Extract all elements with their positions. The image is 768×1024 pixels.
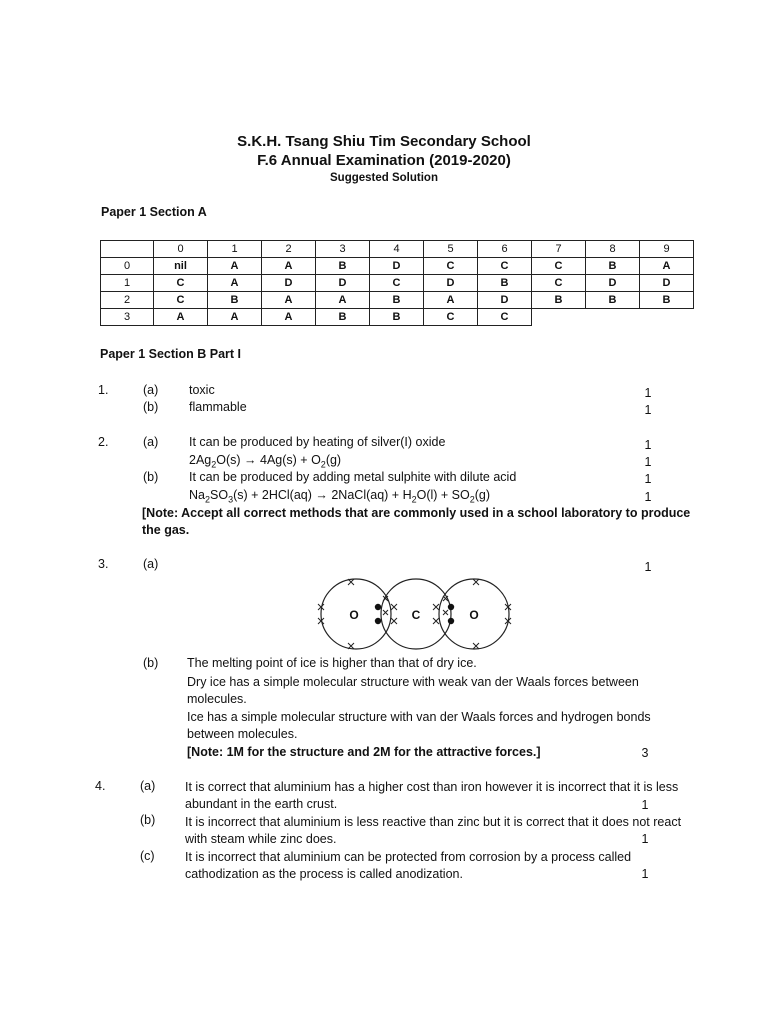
col-header: 3 xyxy=(316,241,370,258)
col-header: 4 xyxy=(370,241,424,258)
answer-cell: B xyxy=(370,292,424,309)
col-header: 2 xyxy=(262,241,316,258)
q2a-equation: $2Ag_2O(s) \to 4Ag(s) + O_2(g)$ xyxy=(189,453,342,470)
q2b-answer: It can be produced by adding metal sulphite with dilute acid xyxy=(189,470,517,484)
answer-cell: B xyxy=(586,292,640,309)
answer-cell: A xyxy=(262,309,316,326)
answer-cell: D xyxy=(640,275,694,292)
q2a-mark: 1 xyxy=(644,438,652,452)
answer-cell: A xyxy=(208,258,262,275)
q4c-answer: It is incorrect that aluminium can be protected from corrosion by a process called cathodization as the process is called anodization. xyxy=(185,850,632,881)
answer-cell: C xyxy=(370,275,424,292)
q2a-label: (a) xyxy=(143,435,159,449)
answer-cell: A xyxy=(154,309,208,326)
q3-number: 3. xyxy=(98,557,109,571)
row-header: 3 xyxy=(101,309,154,326)
answer-cell: D xyxy=(424,275,478,292)
q4b-mark: 1 xyxy=(641,832,649,846)
q3b-label: (b) xyxy=(143,656,159,670)
empty-cell xyxy=(640,309,694,326)
answer-cell: B xyxy=(208,292,262,309)
answer-cell: nil xyxy=(154,258,208,275)
school-name: S.K.H. Tsang Shiu Tim Secondary School xyxy=(237,133,531,150)
q3b-mark: 3 xyxy=(641,746,649,760)
row-header: 0 xyxy=(101,258,154,275)
table-row xyxy=(101,275,694,292)
q4c-label: (c) xyxy=(140,849,155,863)
q1a-label: (a) xyxy=(143,383,159,397)
q2b-mark: 1 xyxy=(644,472,652,486)
q1b-label: (b) xyxy=(143,400,159,414)
atom-label-c: C xyxy=(411,608,421,622)
table-row xyxy=(101,292,694,309)
col-header: 8 xyxy=(586,241,640,258)
q4-number: 4. xyxy=(95,779,106,793)
empty-cell xyxy=(532,309,586,326)
q2b-equation-mark: 1 xyxy=(644,490,652,504)
section-a-title: Paper 1 Section A xyxy=(101,205,207,219)
answer-cell: C xyxy=(532,275,586,292)
q2a-answer: It can be produced by heating of silver(I) oxide xyxy=(189,435,446,449)
q4c-mark: 1 xyxy=(641,867,649,881)
q4a-answer: It is correct that aluminium has a higher cost than iron however it is incorrect that it is less abundant in the earth crust. xyxy=(185,780,679,811)
table-header-row xyxy=(101,241,694,258)
q3b-line1: The melting point of ice is higher than that of dry ice. xyxy=(187,656,477,670)
table-row xyxy=(101,309,694,326)
answer-cell: A xyxy=(424,292,478,309)
answer-cell: B xyxy=(586,258,640,275)
q2b-equation: $Na_2SO_3(s) + 2HCl(aq)$ → 2NaCl(aq) + $H_2O(l) + SO_2(g)$ xyxy=(189,488,491,505)
answer-cell: C xyxy=(154,275,208,292)
row-header: 2 xyxy=(101,292,154,309)
q3a-mark: 1 xyxy=(644,560,652,574)
q3b-line2: Dry ice has a simple molecular structure with weak van der Waals forces between molecules. xyxy=(187,675,639,706)
answer-cell: C xyxy=(424,258,478,275)
section-b-title: Paper 1 Section B Part I xyxy=(100,347,242,361)
answer-cell: B xyxy=(316,309,370,326)
q1-number: 1. xyxy=(98,383,109,397)
co2-electron-diagram xyxy=(310,574,520,656)
atom-label-o-right: O xyxy=(469,608,479,622)
answer-cell: A xyxy=(208,275,262,292)
answer-cell: B xyxy=(370,309,424,326)
atom-label-o-left: O xyxy=(349,608,359,622)
table-corner xyxy=(101,241,154,258)
answer-cell: D xyxy=(316,275,370,292)
col-header: 5 xyxy=(424,241,478,258)
subtitle: Suggested Solution xyxy=(330,172,438,184)
q3b-line3: Ice has a simple molecular structure with van der Waals forces and hydrogen bonds between molecules. xyxy=(187,710,651,741)
answer-cell: C xyxy=(154,292,208,309)
answer-cell: B xyxy=(532,292,586,309)
empty-cell xyxy=(586,309,640,326)
col-header: 0 xyxy=(154,241,208,258)
exam-title: F.6 Annual Examination (2019-2020) xyxy=(257,152,511,169)
answer-cell: D xyxy=(370,258,424,275)
answer-cell: A xyxy=(640,258,694,275)
answer-cell: B xyxy=(478,275,532,292)
answer-cell: D xyxy=(262,275,316,292)
answer-cell: B xyxy=(316,258,370,275)
q3a-label: (a) xyxy=(143,557,159,571)
q2a-equation-mark: 1 xyxy=(644,455,652,469)
q1b-mark: 1 xyxy=(644,403,652,417)
q1b-answer: flammable xyxy=(189,400,247,414)
answer-cell: A xyxy=(262,258,316,275)
answer-cell: D xyxy=(586,275,640,292)
q4a-label: (a) xyxy=(140,779,156,793)
answer-cell: B xyxy=(640,292,694,309)
answer-cell: A xyxy=(262,292,316,309)
answer-cell: C xyxy=(478,309,532,326)
answer-cell: C xyxy=(532,258,586,275)
col-header: 7 xyxy=(532,241,586,258)
table-row xyxy=(101,258,694,275)
q4b-label: (b) xyxy=(140,813,156,827)
q2b-label: (b) xyxy=(143,470,159,484)
q2-number: 2. xyxy=(98,435,109,449)
q1a-mark: 1 xyxy=(644,386,652,400)
answer-cell: D xyxy=(478,292,532,309)
q4a-mark: 1 xyxy=(641,798,649,812)
answer-cell: C xyxy=(478,258,532,275)
col-header: 6 xyxy=(478,241,532,258)
q1a-answer: toxic xyxy=(189,383,215,397)
answer-cell: A xyxy=(316,292,370,309)
col-header: 1 xyxy=(208,241,262,258)
q4b-answer: It is incorrect that aluminium is less reactive than zinc but it is correct that it does not react with steam while zinc does. xyxy=(185,815,682,846)
answer-cell: A xyxy=(208,309,262,326)
q2-note: [Note: Accept all correct methods that are commonly used in a school laboratory to produce the gas. xyxy=(142,506,691,537)
row-header: 1 xyxy=(101,275,154,292)
col-header: 9 xyxy=(640,241,694,258)
answer-table xyxy=(100,240,694,326)
answer-cell: C xyxy=(424,309,478,326)
q3b-note: [Note: 1M for the structure and 2M for the attractive forces.] xyxy=(187,745,541,759)
